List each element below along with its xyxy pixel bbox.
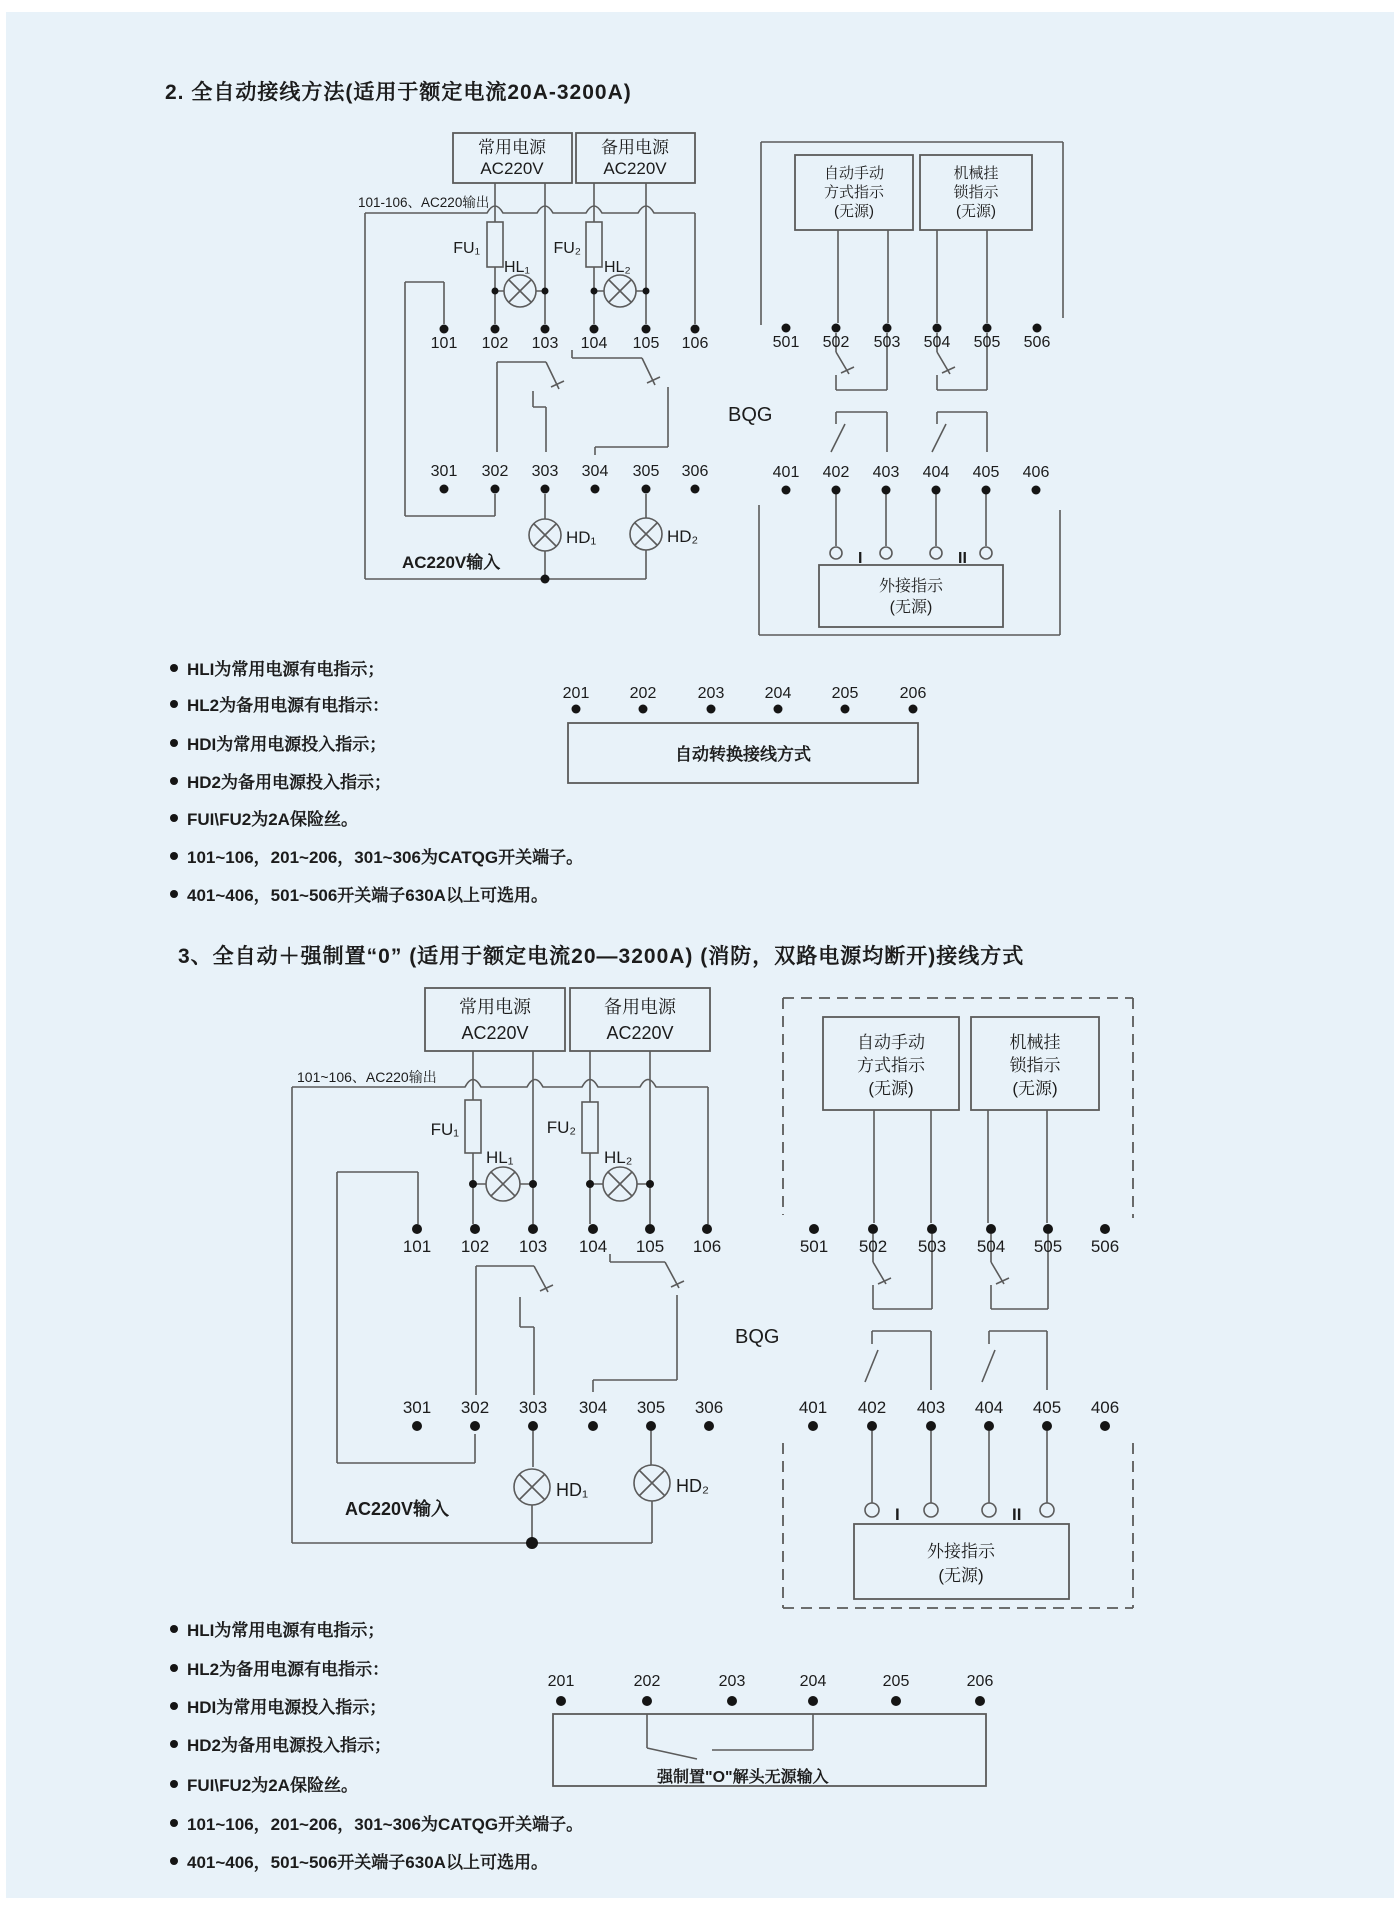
svg-text:505: 505 bbox=[973, 334, 1001, 351]
svg-text:302: 302 bbox=[481, 463, 509, 480]
hd2-label: HD₂ bbox=[667, 527, 699, 546]
contact-blades bbox=[546, 352, 955, 452]
svg-text:404: 404 bbox=[974, 1398, 1004, 1417]
svg-text:203: 203 bbox=[718, 1673, 746, 1690]
svg-text:401: 401 bbox=[798, 1398, 828, 1417]
bullet-icon bbox=[170, 1702, 178, 1710]
svg-text:306: 306 bbox=[681, 463, 709, 480]
svg-text:105: 105 bbox=[635, 1237, 665, 1256]
input-label: AC220V输入 bbox=[345, 1499, 450, 1519]
svg-text:403: 403 bbox=[872, 464, 900, 481]
lamp-hl2 bbox=[604, 275, 636, 307]
lamp-hd1 bbox=[514, 1469, 550, 1505]
svg-text:504: 504 bbox=[976, 1237, 1006, 1256]
svg-text:405: 405 bbox=[972, 464, 1000, 481]
terminal-labels-301 bbox=[403, 1398, 723, 1417]
backup-power-label: 备用电源 bbox=[601, 138, 669, 157]
note-item: HL2为备用电源有电指示： bbox=[170, 1655, 389, 1680]
auto-manual-line3: (无源) bbox=[834, 203, 874, 220]
plug-circles bbox=[865, 1503, 1054, 1517]
mark-I: I bbox=[858, 550, 863, 567]
bullet-icon bbox=[170, 1625, 178, 1633]
svg-text:201: 201 bbox=[547, 1673, 575, 1690]
note-item: FUI\FU2为2A保险丝。 bbox=[170, 805, 358, 830]
ext-indicator-line1: 外接指示 bbox=[927, 1542, 995, 1561]
svg-text:304: 304 bbox=[578, 1398, 608, 1417]
note-item: 401~406，501~506开关端子630A以上可选用。 bbox=[170, 1848, 548, 1873]
svg-text:103: 103 bbox=[518, 1237, 548, 1256]
note-item: FUI\FU2为2A保险丝。 bbox=[170, 1771, 358, 1796]
note-item: 101~106，201~206，301~306为CATQG开关端子。 bbox=[170, 1810, 583, 1835]
terminal-labels-501 bbox=[800, 1237, 1119, 1256]
bullet-icon bbox=[170, 1740, 178, 1748]
svg-text:101: 101 bbox=[430, 335, 458, 352]
mech-lock-line2: 锁指示 bbox=[953, 184, 999, 201]
svg-text:506: 506 bbox=[1023, 334, 1051, 351]
note-item: HLI为常用电源有电指示； bbox=[170, 1616, 384, 1641]
auto-manual-line2: 方式指示 bbox=[823, 184, 885, 201]
note-item: HD2为备用电源投入指示； bbox=[170, 1731, 391, 1756]
fu2-label: FU₂ bbox=[553, 240, 581, 257]
plug-circles bbox=[830, 547, 992, 559]
terminal-labels-101 bbox=[431, 335, 709, 352]
svg-text:501: 501 bbox=[799, 1237, 829, 1256]
note-item: HDI为常用电源投入指示； bbox=[170, 1693, 386, 1718]
terminal-dots-201 bbox=[572, 705, 918, 714]
terminal-labels-201 bbox=[548, 1673, 994, 1690]
bullet-icon bbox=[170, 890, 178, 898]
lamp-hl1 bbox=[486, 1167, 520, 1201]
svg-text:502: 502 bbox=[858, 1237, 888, 1256]
svg-text:305: 305 bbox=[632, 463, 660, 480]
mech-lock-line1: 机械挂 bbox=[953, 165, 999, 182]
bullet-icon bbox=[170, 777, 178, 785]
svg-text:306: 306 bbox=[694, 1398, 724, 1417]
fuse-fu2 bbox=[586, 222, 602, 267]
svg-text:101: 101 bbox=[402, 1237, 432, 1256]
svg-text:502: 502 bbox=[822, 334, 850, 351]
lamp-hl2 bbox=[603, 1167, 637, 1201]
svg-text:401: 401 bbox=[772, 464, 800, 481]
mech-lock-line3: (无源) bbox=[956, 203, 996, 220]
svg-text:503: 503 bbox=[917, 1237, 947, 1256]
svg-text:402: 402 bbox=[857, 1398, 887, 1417]
note-item: HL2为备用电源有电指示： bbox=[170, 691, 389, 716]
fuse-fu1 bbox=[465, 1100, 481, 1153]
external-indicator-box bbox=[854, 1524, 1069, 1599]
hl1-label: HL₁ bbox=[504, 259, 530, 276]
mark-I: I bbox=[895, 1505, 900, 1524]
fuse-fu2 bbox=[582, 1102, 598, 1153]
output-bus-label: 101~106、AC220输出 bbox=[297, 1069, 437, 1085]
section2-title: 2. 全自动接线方法(适用于额定电流20A-3200A) bbox=[165, 81, 632, 104]
terminal-dots-201 bbox=[556, 1696, 985, 1706]
svg-text:406: 406 bbox=[1090, 1398, 1120, 1417]
backup-power-voltage: AC220V bbox=[603, 159, 667, 178]
svg-text:506: 506 bbox=[1090, 1237, 1120, 1256]
bullet-icon bbox=[170, 664, 178, 672]
terminal-labels-501 bbox=[773, 334, 1051, 351]
auto-manual-line2: 方式指示 bbox=[857, 1056, 925, 1075]
svg-text:403: 403 bbox=[916, 1398, 946, 1417]
bullet-icon bbox=[170, 1857, 178, 1865]
bullet-icon bbox=[170, 1819, 178, 1827]
backup-power-label: 备用电源 bbox=[604, 997, 676, 1017]
svg-text:303: 303 bbox=[531, 463, 559, 480]
hl2-label: HL₂ bbox=[604, 259, 631, 276]
svg-text:304: 304 bbox=[581, 463, 609, 480]
svg-text:302: 302 bbox=[460, 1398, 490, 1417]
hd1-label: HD₁ bbox=[556, 1480, 589, 1500]
output-bus-label: 101-106、AC220输出 bbox=[358, 195, 490, 210]
ext-indicator-line2: (无源) bbox=[938, 1566, 984, 1585]
svg-text:202: 202 bbox=[633, 1673, 661, 1690]
hd1-label: HD₁ bbox=[566, 528, 597, 547]
svg-text:203: 203 bbox=[697, 685, 725, 702]
note-item: 401~406，501~506开关端子630A以上可选用。 bbox=[170, 881, 548, 906]
wiring-diagram-auto bbox=[280, 100, 1145, 645]
svg-text:105: 105 bbox=[632, 335, 660, 352]
bullet-icon bbox=[170, 700, 178, 708]
auto-manual-line3: (无源) bbox=[868, 1079, 914, 1098]
svg-text:201: 201 bbox=[562, 685, 590, 702]
contact-blades bbox=[534, 1262, 1009, 1382]
svg-text:503: 503 bbox=[873, 334, 901, 351]
hd2-label: HD₂ bbox=[676, 1476, 709, 1496]
normal-power-label: 常用电源 bbox=[478, 138, 546, 157]
external-indicator-box bbox=[819, 565, 1003, 627]
svg-text:104: 104 bbox=[580, 335, 608, 352]
hl1-label: HL₁ bbox=[486, 1148, 514, 1167]
auto-manual-line1: 自动手动 bbox=[823, 165, 885, 182]
wiring-diagram-auto-force0 bbox=[230, 985, 1140, 1615]
fuse-fu1 bbox=[487, 222, 503, 267]
svg-text:103: 103 bbox=[531, 335, 559, 352]
dashed-enclosure bbox=[783, 998, 1133, 1608]
ext-indicator-line1: 外接指示 bbox=[878, 578, 944, 595]
svg-text:301: 301 bbox=[430, 463, 458, 480]
hl2-label: HL₂ bbox=[604, 1148, 633, 1167]
svg-text:405: 405 bbox=[1032, 1398, 1062, 1417]
svg-text:102: 102 bbox=[460, 1237, 490, 1256]
svg-text:301: 301 bbox=[402, 1398, 432, 1417]
mech-lock-line2: 锁指示 bbox=[1009, 1056, 1061, 1075]
terminal-labels-401 bbox=[773, 464, 1050, 481]
svg-text:404: 404 bbox=[922, 464, 950, 481]
svg-text:402: 402 bbox=[822, 464, 850, 481]
auto-transfer-box-diagram bbox=[555, 675, 980, 795]
note-item: 101~106，201~206，301~306为CATQG开关端子。 bbox=[170, 843, 583, 868]
svg-text:303: 303 bbox=[518, 1398, 548, 1417]
mark-II: II bbox=[958, 550, 967, 567]
fu1-label: FU₁ bbox=[430, 1120, 459, 1139]
note-item: HLI为常用电源有电指示； bbox=[170, 655, 384, 680]
normal-power-voltage: AC220V bbox=[480, 159, 544, 178]
ext-indicator-line2: (无源) bbox=[889, 599, 933, 616]
svg-text:204: 204 bbox=[764, 685, 792, 702]
mech-lock-line1: 机械挂 bbox=[1009, 1033, 1061, 1052]
svg-text:504: 504 bbox=[923, 334, 951, 351]
bqg-label: BQG bbox=[728, 404, 773, 426]
bullet-icon bbox=[170, 739, 178, 747]
force-zero-label: 强制置"O"解头无源输入 bbox=[657, 1769, 829, 1786]
svg-text:501: 501 bbox=[772, 334, 800, 351]
svg-text:505: 505 bbox=[1033, 1237, 1063, 1256]
svg-text:305: 305 bbox=[636, 1398, 666, 1417]
force-zero-switch bbox=[647, 1714, 813, 1759]
auto-manual-line1: 自动手动 bbox=[857, 1033, 925, 1052]
svg-text:106: 106 bbox=[681, 335, 709, 352]
svg-text:106: 106 bbox=[692, 1237, 722, 1256]
note-item: HDI为常用电源投入指示； bbox=[170, 730, 386, 755]
fu1-label: FU₁ bbox=[453, 240, 480, 257]
force-zero-box-diagram bbox=[545, 1658, 995, 1798]
mech-lock-line3: (无源) bbox=[1012, 1079, 1058, 1098]
note-item: HD2为备用电源投入指示； bbox=[170, 768, 391, 793]
terminal-labels-301 bbox=[431, 463, 709, 480]
bullet-icon bbox=[170, 1780, 178, 1788]
svg-text:205: 205 bbox=[831, 685, 859, 702]
normal-power-voltage: AC220V bbox=[461, 1023, 529, 1043]
svg-text:204: 204 bbox=[799, 1673, 827, 1690]
main-wires bbox=[292, 1051, 1048, 1543]
lamp-hd2 bbox=[630, 518, 662, 550]
bullet-icon bbox=[170, 1664, 178, 1672]
normal-power-label: 常用电源 bbox=[459, 997, 531, 1017]
svg-text:205: 205 bbox=[882, 1673, 910, 1690]
terminal-labels-201 bbox=[563, 685, 927, 702]
auto-transfer-label: 自动转换接线方式 bbox=[675, 745, 811, 764]
bqg-label: BQG bbox=[735, 1326, 780, 1348]
input-label: AC220V输入 bbox=[402, 553, 501, 572]
svg-text:202: 202 bbox=[629, 685, 657, 702]
mark-II: II bbox=[1012, 1505, 1022, 1524]
lamp-hl1 bbox=[504, 275, 536, 307]
svg-text:206: 206 bbox=[966, 1673, 994, 1690]
bullet-icon bbox=[170, 814, 178, 822]
lamp-hd2 bbox=[634, 1465, 670, 1501]
backup-power-voltage: AC220V bbox=[606, 1023, 674, 1043]
bullet-icon bbox=[170, 852, 178, 860]
svg-text:206: 206 bbox=[899, 685, 927, 702]
terminal-labels-401 bbox=[799, 1398, 1119, 1417]
lamp-hd1 bbox=[529, 519, 561, 551]
svg-text:406: 406 bbox=[1022, 464, 1050, 481]
section3-title: 3、全自动＋强制置“0” (适用于额定电流20—3200A) (消防，双路电源均断开)接线方式 bbox=[178, 945, 1025, 968]
fu2-label: FU₂ bbox=[546, 1118, 576, 1137]
terminal-labels-101 bbox=[403, 1237, 721, 1256]
svg-text:102: 102 bbox=[481, 335, 509, 352]
svg-text:104: 104 bbox=[578, 1237, 608, 1256]
